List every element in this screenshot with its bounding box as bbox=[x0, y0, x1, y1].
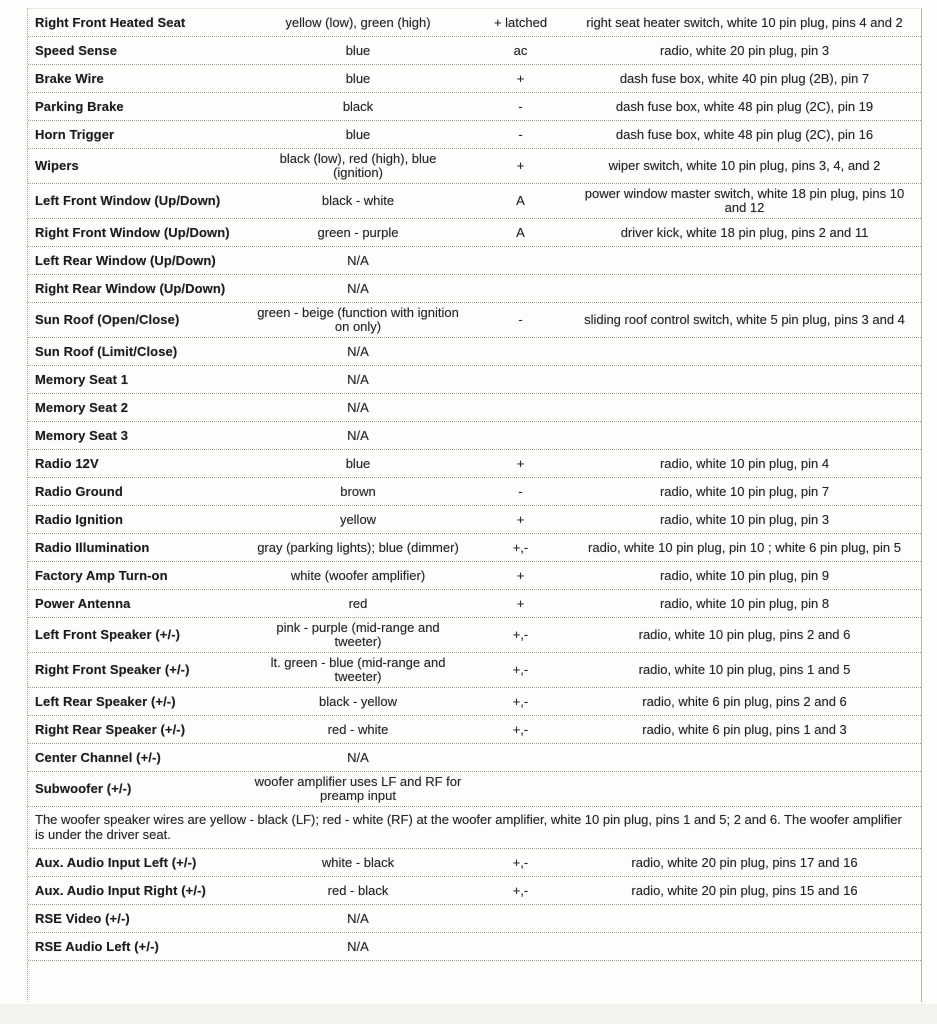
table-row bbox=[28, 716, 921, 744]
wire-color-cell: red bbox=[348, 595, 368, 611]
function-cell: Radio Ignition bbox=[35, 511, 124, 527]
polarity-cell: +,- bbox=[512, 693, 529, 709]
table-row bbox=[28, 93, 921, 121]
location-cell bbox=[568, 349, 921, 355]
function-cell: Radio Illumination bbox=[35, 539, 150, 555]
function-cell: Left Rear Window (Up/Down) bbox=[35, 252, 216, 268]
function-cell: Parking Brake bbox=[35, 98, 124, 114]
function-cell: Subwoofer (+/-) bbox=[35, 781, 132, 796]
scan-bottom-edge bbox=[0, 1004, 937, 1024]
table-row bbox=[28, 275, 921, 303]
table-row bbox=[28, 478, 921, 506]
polarity-cell: A bbox=[516, 193, 525, 208]
wiring-table bbox=[27, 8, 922, 1002]
wire-color-cell: N/A bbox=[347, 910, 369, 926]
polarity-cell: - bbox=[518, 483, 523, 499]
wire-color-cell: blue bbox=[345, 126, 371, 142]
function-cell: Memory Seat 2 bbox=[35, 399, 129, 415]
location-cell bbox=[568, 755, 921, 761]
table-row bbox=[28, 688, 921, 716]
function-cell: Right Front Speaker (+/-) bbox=[35, 662, 190, 677]
wire-color-cell: red - white bbox=[327, 721, 389, 737]
table-note: The woofer speaker wires are yellow - black (LF); red - white (RF) at the woofer amplifier, white 10 pin plug, pins 1 and 5; 2 and 6. The woofer amplifier is under the driver seat. bbox=[28, 807, 921, 849]
table-row bbox=[28, 506, 921, 534]
wire-color-cell: N/A bbox=[347, 399, 369, 415]
function-cell: Aux. Audio Input Right (+/-) bbox=[35, 882, 206, 898]
table-row bbox=[28, 744, 921, 772]
wire-color-cell: yellow bbox=[339, 511, 377, 527]
function-cell: Aux. Audio Input Left (+/-) bbox=[35, 854, 197, 870]
polarity-cell: + bbox=[516, 455, 525, 471]
wire-color-cell: N/A bbox=[347, 371, 369, 387]
wire-color-cell: lt. green - blue (mid-range and tweeter) bbox=[270, 655, 446, 684]
wire-color-cell: white - black bbox=[321, 854, 395, 870]
polarity-cell: +,- bbox=[512, 539, 529, 555]
wire-color-cell: blue bbox=[345, 455, 371, 471]
location-cell: driver kick, white 18 pin plug, pins 2 and 11 bbox=[620, 224, 869, 240]
location-cell: sliding roof control switch, white 5 pin plug, pins 3 and 4 bbox=[584, 312, 905, 327]
table-row bbox=[28, 366, 921, 394]
polarity-cell: + bbox=[516, 567, 525, 583]
wiring-table-body bbox=[28, 9, 921, 961]
table-row bbox=[28, 9, 921, 37]
location-cell: right seat heater switch, white 10 pin plug, pins 4 and 2 bbox=[586, 14, 903, 30]
polarity-cell: +,- bbox=[512, 627, 529, 642]
location-cell: radio, white 6 pin plug, pins 2 and 6 bbox=[642, 693, 847, 709]
location-cell: radio, white 10 pin plug, pin 7 bbox=[659, 483, 830, 499]
wire-color-cell: N/A bbox=[347, 252, 369, 268]
function-cell: Left Front Window (Up/Down) bbox=[35, 193, 221, 208]
wire-color-cell: N/A bbox=[347, 427, 369, 443]
location-cell bbox=[568, 405, 921, 411]
location-cell bbox=[568, 433, 921, 439]
location-cell bbox=[568, 944, 921, 950]
wire-color-cell: black - white bbox=[321, 193, 395, 208]
polarity-cell: ac bbox=[513, 42, 528, 58]
location-cell: dash fuse box, white 48 pin plug (2C), pin 16 bbox=[615, 126, 874, 142]
table-row bbox=[28, 772, 921, 807]
polarity-cell: + bbox=[516, 595, 525, 611]
function-cell: Right Rear Window (Up/Down) bbox=[35, 280, 226, 296]
location-cell: radio, white 20 pin plug, pins 17 and 16 bbox=[631, 854, 858, 870]
wire-color-cell: white (woofer amplifier) bbox=[290, 567, 426, 583]
table-row bbox=[28, 849, 921, 877]
table-row bbox=[28, 562, 921, 590]
polarity-cell: +,- bbox=[512, 882, 529, 898]
polarity-cell: +,- bbox=[512, 721, 529, 737]
function-cell: Wipers bbox=[35, 158, 79, 173]
wire-color-cell: pink - purple (mid-range and tweeter) bbox=[276, 620, 440, 649]
polarity-cell: - bbox=[518, 98, 523, 114]
location-cell: power window master switch, white 18 pin plug, pins 10 and 12 bbox=[584, 186, 905, 215]
polarity-cell: +,- bbox=[512, 854, 529, 870]
function-cell: Memory Seat 1 bbox=[35, 371, 129, 387]
wire-color-cell: woofer amplifier uses LF and RF for preamp input bbox=[254, 774, 462, 803]
polarity-cell: - bbox=[518, 126, 523, 142]
function-cell: Horn Trigger bbox=[35, 126, 115, 142]
wire-color-cell: blue bbox=[345, 42, 371, 58]
location-cell: radio, white 10 pin plug, pins 1 and 5 bbox=[638, 662, 851, 677]
polarity-cell: - bbox=[518, 312, 523, 327]
wire-color-cell: red - black bbox=[327, 882, 389, 898]
function-cell: Sun Roof (Open/Close) bbox=[35, 312, 180, 327]
location-cell: radio, white 20 pin plug, pin 3 bbox=[659, 42, 830, 58]
table-row bbox=[28, 394, 921, 422]
table-row bbox=[28, 590, 921, 618]
location-cell: radio, white 10 pin plug, pin 9 bbox=[659, 567, 830, 583]
wire-color-cell: black bbox=[342, 98, 374, 114]
wire-color-cell: green - purple bbox=[317, 224, 399, 240]
wire-color-cell: brown bbox=[340, 483, 376, 499]
polarity-cell: A bbox=[516, 224, 525, 240]
function-cell: Left Rear Speaker (+/-) bbox=[35, 693, 176, 709]
table-row bbox=[28, 534, 921, 562]
wire-color-cell: N/A bbox=[347, 280, 369, 296]
table-row bbox=[28, 905, 921, 933]
table-row bbox=[28, 184, 921, 219]
function-cell: RSE Audio Left (+/-) bbox=[35, 938, 159, 954]
wire-color-cell: yellow (low), green (high) bbox=[285, 14, 431, 30]
wire-color-cell: N/A bbox=[347, 938, 369, 954]
polarity-cell: + bbox=[516, 70, 525, 86]
wire-color-cell: N/A bbox=[347, 749, 369, 765]
polarity-cell: + latched bbox=[493, 14, 548, 30]
table-row bbox=[28, 121, 921, 149]
location-cell bbox=[568, 916, 921, 922]
wire-color-cell: gray (parking lights); blue (dimmer) bbox=[257, 539, 459, 555]
wire-color-cell: N/A bbox=[347, 343, 369, 359]
wire-color-cell: black (low), red (high), blue (ignition) bbox=[279, 151, 437, 180]
location-cell bbox=[568, 286, 921, 292]
function-cell: Right Front Window (Up/Down) bbox=[35, 224, 230, 240]
function-cell: Power Antenna bbox=[35, 595, 131, 611]
polarity-cell: +,- bbox=[512, 662, 529, 677]
function-cell: Memory Seat 3 bbox=[35, 427, 129, 443]
location-cell: radio, white 20 pin plug, pins 15 and 16 bbox=[631, 882, 858, 898]
function-cell: Factory Amp Turn-on bbox=[35, 567, 168, 583]
table-row bbox=[28, 653, 921, 688]
table-row bbox=[28, 338, 921, 366]
table-row bbox=[28, 149, 921, 184]
function-cell: Speed Sense bbox=[35, 42, 118, 58]
table-row bbox=[28, 247, 921, 275]
location-cell: radio, white 10 pin plug, pin 3 bbox=[659, 511, 830, 527]
function-cell: Left Front Speaker (+/-) bbox=[35, 627, 181, 642]
location-cell bbox=[568, 786, 921, 792]
wire-color-cell: green - beige (function with ignition on only) bbox=[257, 305, 459, 334]
table-row bbox=[28, 422, 921, 450]
location-cell: dash fuse box, white 48 pin plug (2C), pin 19 bbox=[615, 98, 874, 114]
table-row bbox=[28, 303, 921, 338]
location-cell: radio, white 10 pin plug, pins 2 and 6 bbox=[638, 627, 851, 642]
location-cell: radio, white 10 pin plug, pin 8 bbox=[659, 595, 830, 611]
table-row bbox=[28, 219, 921, 247]
function-cell: Right Front Heated Seat bbox=[35, 14, 186, 30]
table-row bbox=[28, 65, 921, 93]
location-cell: dash fuse box, white 40 pin plug (2B), pin 7 bbox=[619, 70, 870, 86]
table-row bbox=[28, 933, 921, 961]
location-cell bbox=[568, 258, 921, 264]
table-row bbox=[28, 877, 921, 905]
function-cell: Center Channel (+/-) bbox=[35, 749, 161, 765]
table-row bbox=[28, 618, 921, 653]
wire-color-cell: black - yellow bbox=[318, 693, 398, 709]
polarity-cell: + bbox=[516, 158, 525, 173]
location-cell: radio, white 10 pin plug, pin 4 bbox=[659, 455, 830, 471]
location-cell: radio, white 6 pin plug, pins 1 and 3 bbox=[642, 721, 847, 737]
function-cell: Sun Roof (Limit/Close) bbox=[35, 343, 178, 359]
table-row bbox=[28, 450, 921, 478]
function-cell: Right Rear Speaker (+/-) bbox=[35, 721, 186, 737]
function-cell: Radio Ground bbox=[35, 483, 123, 499]
location-cell: wiper switch, white 10 pin plug, pins 3, 4, and 2 bbox=[608, 158, 881, 173]
location-cell: radio, white 10 pin plug, pin 10 ; white 6 pin plug, pin 5 bbox=[588, 539, 901, 555]
function-cell: Radio 12V bbox=[35, 455, 99, 471]
location-cell bbox=[568, 377, 921, 383]
wire-color-cell: blue bbox=[345, 70, 371, 86]
table-row bbox=[28, 37, 921, 65]
function-cell: RSE Video (+/-) bbox=[35, 910, 130, 926]
function-cell: Brake Wire bbox=[35, 70, 104, 86]
polarity-cell: + bbox=[516, 511, 525, 527]
